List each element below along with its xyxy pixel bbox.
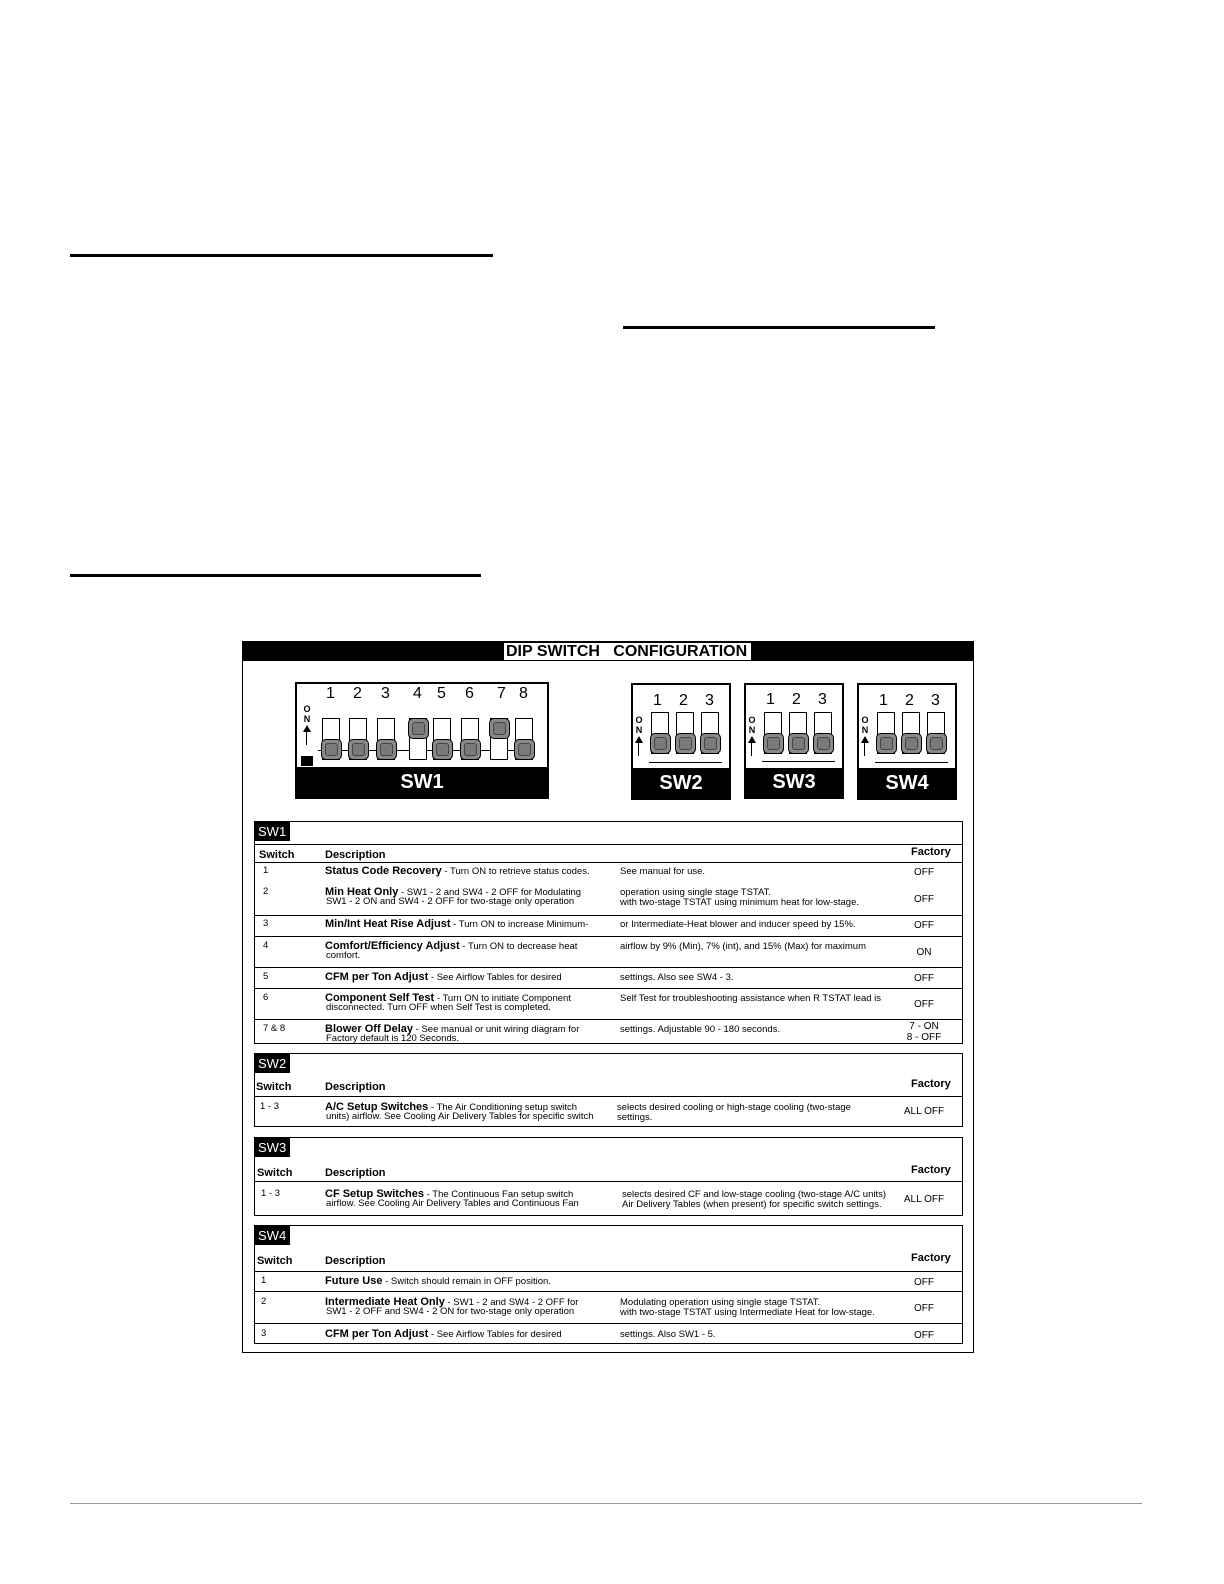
sw1-switch-2-actuator[interactable] <box>348 739 369 760</box>
sw3-on-label-letter: O <box>748 715 756 725</box>
sw4-on-label-letter: N <box>861 725 869 735</box>
row-switch-number: 5 <box>263 971 269 982</box>
sw4-switch-2[interactable] <box>902 712 920 754</box>
column-header-description: Description <box>325 849 386 861</box>
sw2-switch-3-actuator[interactable] <box>700 733 721 754</box>
row-description-text: - The Air Conditioning setup switch <box>428 1102 578 1113</box>
sw1-pin1-marker <box>301 756 313 766</box>
sw2-label: SW2 <box>633 768 729 798</box>
row-description-text: - Turn ON to retrieve status codes. <box>441 866 590 877</box>
sw3-on-arrow-icon <box>748 736 756 743</box>
column-header-switch: Switch <box>256 1081 292 1093</box>
sw4-dip-switch-bank <box>857 683 957 800</box>
row-factory-setting: OFF <box>914 867 934 878</box>
sw3-switch-number: 2 <box>792 691 801 708</box>
sw4-table <box>254 1225 963 1344</box>
row-factory-setting: OFF <box>914 1277 934 1288</box>
row-switch-number: 7 & 8 <box>263 1023 286 1034</box>
sw1-switch-4[interactable] <box>409 718 427 760</box>
row-switch-number: 1 - 3 <box>261 1188 281 1199</box>
sw3-switch-2-actuator[interactable] <box>788 733 809 754</box>
row-description-text: - SW1 - 2 and SW4 - 2 OFF for Modulating <box>398 887 582 898</box>
column-header-factory: Factory <box>911 1078 951 1090</box>
row-description-line <box>325 972 562 983</box>
row-title: Blower Off Delay <box>325 1023 414 1035</box>
sw2-on-label-letter: N <box>635 725 643 735</box>
row-title: CF Setup Switches <box>325 1188 425 1200</box>
sw1-switch-7-actuator[interactable] <box>489 718 510 739</box>
row-switch-number: 2 <box>261 1296 267 1307</box>
column-header-factory: Factory <box>911 1164 951 1176</box>
sw4-switch-1-actuator[interactable] <box>876 733 897 754</box>
row-switch-number: 6 <box>263 992 269 1003</box>
row-description-line <box>325 919 588 930</box>
sw1-switch-1-actuator[interactable] <box>321 739 342 760</box>
row-title: Status Code Recovery <box>325 865 442 877</box>
row-title: Comfort/Efficiency Adjust <box>325 940 460 952</box>
row-description-continuation: SW1 - 2 OFF and SW4 - 2 ON for two-stage only operation <box>326 1306 575 1317</box>
row-divider <box>255 967 962 968</box>
sw1-switch-number: 1 <box>326 685 335 702</box>
sw2-switch-2[interactable] <box>676 712 694 754</box>
sw1-switch-8-actuator[interactable] <box>514 739 535 760</box>
row-switch-number: 1 <box>263 865 269 876</box>
sw2-switch-number: 1 <box>653 692 662 709</box>
sw1-table <box>254 821 963 1044</box>
row-title: Component Self Test <box>325 992 435 1004</box>
row-factory-setting: ALL OFF <box>903 1193 945 1205</box>
sw1-switch-6-actuator[interactable] <box>460 739 481 760</box>
sw3-switch-1-actuator[interactable] <box>763 733 784 754</box>
sw1-dip-switch-bank <box>295 682 549 799</box>
row-description-right: See manual for use. <box>620 866 706 877</box>
row-description-right: settings. Adjustable 90 - 180 seconds. <box>620 1024 781 1035</box>
row-description-right: airflow by 9% (Min), 7% (int), and 15% (Max) for maximum <box>620 941 867 952</box>
sw2-switch-number: 2 <box>679 692 688 709</box>
row-description-continuation: SW1 - 2 ON and SW4 - 2 OFF for two-stage only operation <box>326 896 575 907</box>
row-factory-setting: 7 - ON <box>909 1021 939 1032</box>
header-divider <box>255 1271 962 1272</box>
row-description-text: - Turn ON to increase Minimum- <box>450 919 589 930</box>
sw2-on-arrow-shaft <box>638 742 639 756</box>
sw4-switch-number: 1 <box>879 692 888 709</box>
sw2-switch-1-actuator[interactable] <box>650 733 671 754</box>
sw1-switch-number: 3 <box>381 685 390 702</box>
column-header-factory: Factory <box>911 846 951 858</box>
sw4-switch-1[interactable] <box>877 712 895 754</box>
row-description-right: operation using single stage TSTAT. <box>620 887 772 898</box>
row-description-text: - See manual or unit wiring diagram for <box>413 1024 580 1035</box>
sw3-table-tag: SW3 <box>255 1138 290 1157</box>
sw3-label: SW3 <box>746 768 842 797</box>
column-header-factory: Factory <box>911 1252 951 1264</box>
row-description-continuation: Factory default is 120 Seconds. <box>326 1033 460 1044</box>
sw3-switch-2[interactable] <box>789 712 807 754</box>
row-factory-setting: OFF <box>914 1329 934 1341</box>
row-description-continuation: comfort. <box>326 950 361 961</box>
row-title: CFM per Ton Adjust <box>325 1328 429 1340</box>
sw4-switch-3[interactable] <box>927 712 945 754</box>
sw1-switch-number: 8 <box>519 685 528 702</box>
sw1-switch-2[interactable] <box>349 718 367 760</box>
sw1-switch-3[interactable] <box>377 718 395 760</box>
row-description-text: - Switch should remain in OFF position. <box>382 1276 551 1287</box>
sw2-on-label-letter: O <box>635 715 643 725</box>
row-factory-setting: OFF <box>914 998 934 1010</box>
column-header-description: Description <box>325 1081 386 1093</box>
row-divider <box>255 1019 962 1020</box>
row-description-continuation: units) airflow. See Cooling Air Delivery Tables for specific switch <box>326 1111 594 1122</box>
row-switch-number: 3 <box>261 1328 267 1339</box>
sw3-switch-number: 1 <box>766 691 775 708</box>
row-description-right: Self Test for troubleshooting assistance when R TSTAT lead is <box>620 993 882 1004</box>
sw1-switch-number: 4 <box>413 685 422 702</box>
row-factory-setting: ON <box>916 946 932 958</box>
sw1-table-tag: SW1 <box>255 822 290 841</box>
row-description-line <box>325 1276 551 1287</box>
row-description-right: selects desired cooling or high-stage cooling (two-stage <box>617 1102 851 1113</box>
row-title: Future Use <box>325 1275 383 1287</box>
sw1-on-label-letter: O <box>303 704 311 714</box>
sw4-on-label-letter: O <box>861 715 869 725</box>
column-header-switch: Switch <box>257 1167 293 1179</box>
row-divider <box>255 1291 962 1292</box>
sw2-table <box>254 1053 963 1127</box>
sw1-on-label-letter: N <box>303 714 311 724</box>
row-description-right: with two-stage TSTAT using minimum heat for low-stage. <box>620 897 859 908</box>
row-description-continuation: disconnected. Turn OFF when Self Test is completed. <box>326 1002 551 1013</box>
figure-title-bar <box>243 642 973 661</box>
sw3-switch-3-actuator[interactable] <box>813 733 834 754</box>
row-description-continuation: airflow. See Cooling Air Delivery Tables and Continuous Fan <box>326 1198 579 1209</box>
sw3-switch-1[interactable] <box>764 712 782 754</box>
row-description-line <box>325 866 590 877</box>
sw2-baseline <box>649 762 722 763</box>
row-description-text: - See Airflow Tables for desired <box>428 1329 562 1340</box>
sw3-dip-switch-bank <box>744 683 844 799</box>
sw3-switch-3[interactable] <box>814 712 832 754</box>
row-description-right: settings. Also SW1 - 5. <box>620 1329 716 1340</box>
footer-rule <box>70 1503 1142 1504</box>
sw4-switch-2-actuator[interactable] <box>901 733 922 754</box>
sw3-on-label-letter: N <box>748 725 756 735</box>
header-divider <box>255 1181 962 1182</box>
row-factory-setting: OFF <box>914 1302 934 1314</box>
sw4-label: SW4 <box>859 768 955 798</box>
heading-rule-2 <box>623 326 935 329</box>
sw4-table-tag: SW4 <box>255 1226 290 1245</box>
sw1-switch-5-actuator[interactable] <box>432 739 453 760</box>
row-title: CFM per Ton Adjust <box>325 971 429 983</box>
row-description-text: - Turn ON to decrease heat <box>459 941 578 952</box>
sw1-on-arrow-shaft <box>306 731 307 745</box>
sw2-on-arrow-icon <box>635 736 643 743</box>
sw1-switch-number: 5 <box>437 685 446 702</box>
row-divider <box>255 1323 962 1324</box>
row-title: Intermediate Heat Only <box>325 1296 445 1308</box>
sw4-switch-number: 2 <box>905 692 914 709</box>
header-divider <box>255 1096 962 1097</box>
row-description-line <box>325 1329 562 1340</box>
sw1-switch-3-actuator[interactable] <box>376 739 397 760</box>
sw4-on-arrow-shaft <box>864 742 865 756</box>
row-description-right: Air Delivery Tables (when present) for specific switch settings. <box>622 1199 882 1210</box>
sw2-switch-2-actuator[interactable] <box>675 733 696 754</box>
sw1-switch-number: 6 <box>465 685 474 702</box>
row-factory-setting: OFF <box>914 973 934 984</box>
column-header-switch: Switch <box>257 1255 293 1267</box>
sw3-switch-number: 3 <box>818 691 827 708</box>
sw3-on-arrow-shaft <box>751 742 752 756</box>
row-description-line <box>325 941 577 952</box>
row-divider <box>255 988 962 989</box>
row-divider <box>255 844 962 845</box>
sw4-on-arrow-icon <box>861 736 869 743</box>
sw3-table <box>254 1137 963 1216</box>
sw4-switch-3-actuator[interactable] <box>926 733 947 754</box>
row-description-right: or Intermediate-Heat blower and inducer speed by 15%. <box>620 919 856 930</box>
sw1-switch-6[interactable] <box>461 718 479 760</box>
row-description-right: with two-stage TSTAT using Intermediate Heat for low-stage. <box>620 1307 875 1318</box>
row-description-text: - See Airflow Tables for desired <box>428 972 562 983</box>
row-description-text: - SW1 - 2 and SW4 - 2 OFF for <box>444 1297 579 1308</box>
row-description-right: Modulating operation using single stage TSTAT. <box>620 1297 821 1308</box>
sw1-switch-8[interactable] <box>515 718 533 760</box>
row-factory-setting: OFF <box>914 893 934 905</box>
row-divider <box>255 936 962 937</box>
row-description-right: settings. <box>617 1112 653 1123</box>
sw2-switch-1[interactable] <box>651 712 669 754</box>
row-switch-number: 2 <box>263 886 269 897</box>
row-description-text: - The Continuous Fan setup switch <box>424 1189 574 1200</box>
sw4-baseline <box>875 762 948 763</box>
sw1-switch-5[interactable] <box>433 718 451 760</box>
row-title: A/C Setup Switches <box>325 1101 429 1113</box>
row-title: Min Heat Only <box>325 886 399 898</box>
column-header-description: Description <box>325 1255 386 1267</box>
sw2-switch-3[interactable] <box>701 712 719 754</box>
column-header-description: Description <box>325 1167 386 1179</box>
sw4-switch-number: 3 <box>931 692 940 709</box>
row-title: Min/Int Heat Rise Adjust <box>325 918 451 930</box>
row-switch-number: 4 <box>263 940 269 951</box>
figure-title: DIP SWITCH CONFIGURATION <box>504 643 751 660</box>
row-description-right: settings. Also see SW4 - 3. <box>620 972 734 983</box>
sw2-dip-switch-bank <box>631 683 731 800</box>
heading-rule-3 <box>70 574 481 577</box>
row-switch-number: 1 <box>261 1275 267 1286</box>
row-factory-setting: 8 - OFF <box>906 1032 942 1043</box>
row-factory-setting: OFF <box>914 920 934 931</box>
sw1-switch-4-actuator[interactable] <box>408 718 429 739</box>
row-factory-setting: ALL OFF <box>903 1106 945 1117</box>
heading-rule-1 <box>70 254 493 257</box>
header-divider <box>255 862 962 863</box>
sw1-on-arrow-icon <box>303 725 311 732</box>
row-switch-number: 3 <box>263 918 269 929</box>
sw1-switch-1[interactable] <box>322 718 340 760</box>
row-divider <box>255 915 962 916</box>
sw1-switch-7[interactable] <box>490 718 508 760</box>
row-description-right: selects desired CF and low-stage cooling (two-stage A/C units) <box>622 1189 887 1200</box>
sw1-switch-number: 2 <box>353 685 362 702</box>
sw2-table-tag: SW2 <box>255 1054 290 1073</box>
sw2-switch-number: 3 <box>705 692 714 709</box>
column-header-switch: Switch <box>259 849 295 861</box>
row-description-text: - Turn ON to initiate Component <box>434 993 571 1004</box>
sw3-baseline <box>762 761 835 762</box>
row-switch-number: 1 - 3 <box>260 1101 280 1112</box>
sw1-switch-number: 7 <box>497 685 506 702</box>
sw1-label: SW1 <box>297 767 547 797</box>
